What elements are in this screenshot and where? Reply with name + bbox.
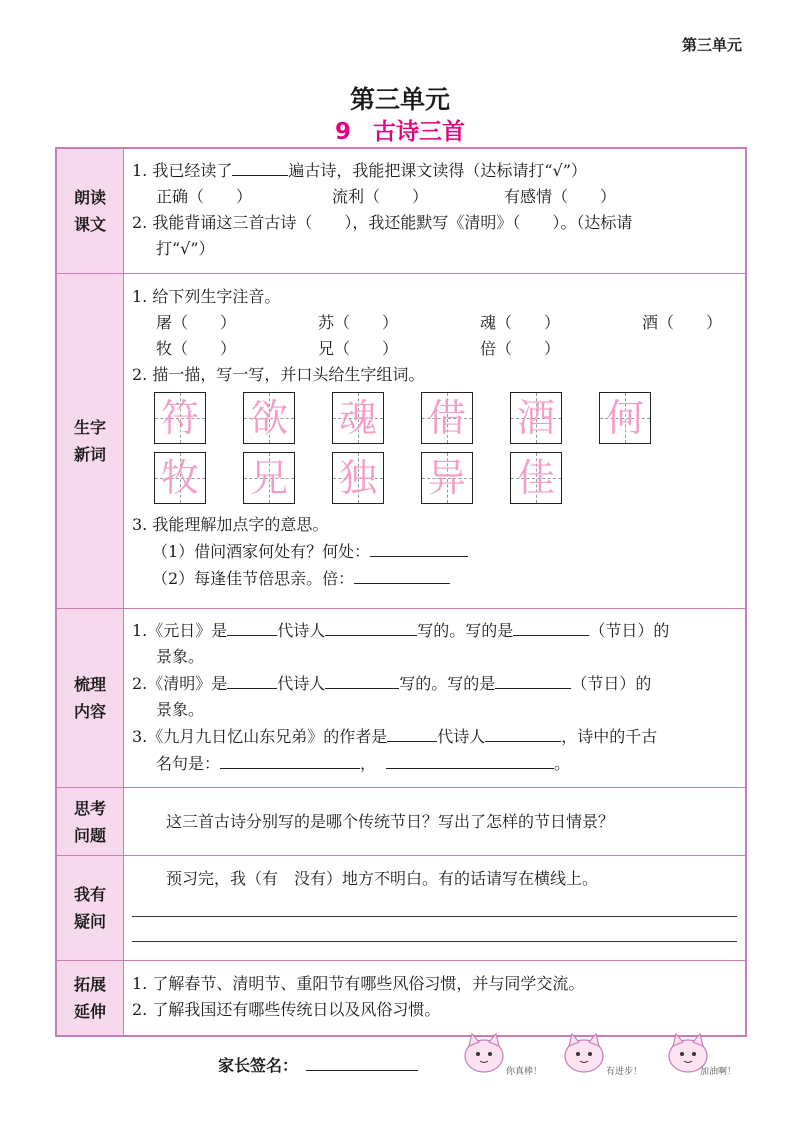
trace-box[interactable]: 酒 [510, 392, 562, 444]
pinyin-row-1: 屠（ ） 苏（ ） 魂（ ） 酒（ ） [156, 313, 723, 332]
writing-line[interactable] [132, 892, 737, 917]
section-extend [57, 961, 745, 1035]
section-label: 生字 新词 [57, 274, 124, 608]
trace-box[interactable]: 魂 [332, 392, 384, 444]
blank-line[interactable] [232, 157, 288, 176]
read-item-1: 1. 我已经读了 遍古诗，我能把课文读得（达标请打“√”） [132, 157, 737, 184]
read-item-2-cont: 打“√”） [156, 239, 215, 258]
section-read [57, 149, 745, 274]
pinyin-row-2: 牧（ ） 兄（ ） 倍（ ） [156, 339, 561, 358]
sort-item-1: 1.《元日》是 代诗人 写的。写的是 （节日）的 [132, 617, 737, 644]
trace-grid-row-2 [132, 452, 800, 504]
blank-line[interactable] [370, 538, 468, 557]
trace-box[interactable]: 独 [332, 452, 384, 504]
trace-box[interactable]: 何 [599, 392, 651, 444]
sort-item-3-cont: 名句是： ， 。 [132, 750, 737, 777]
extend-item-2: 2. 了解我国还有哪些传统日以及风俗习惯。 [132, 1000, 441, 1019]
section-label: 思考 问题 [57, 788, 124, 855]
section-label: 梳理 内容 [57, 609, 124, 787]
sort-item-2: 2.《清明》是 代诗人 写的。写的是 （节日）的 [132, 670, 737, 697]
extend-item-1: 1. 了解春节、清明节、重阳节有哪些风俗习惯，并与同学交流。 [132, 974, 585, 993]
chars-q3-2: （2）每逢佳节倍思亲。倍： [132, 565, 800, 592]
chars-q3: 3. 我能理解加点字的意思。 [132, 515, 329, 534]
trace-box[interactable]: 借 [421, 392, 473, 444]
mascot-caption: 加油啊！ [700, 1067, 737, 1077]
trace-box[interactable]: 牧 [154, 452, 206, 504]
unit-corner-label: 第三单元 [681, 36, 742, 54]
section-question [57, 856, 745, 961]
chars-q1: 1. 给下列生字注音。 [132, 287, 281, 306]
section-label: 我有 疑问 [57, 856, 124, 960]
trace-box[interactable]: 兄 [243, 452, 295, 504]
blank-line[interactable] [354, 565, 450, 584]
lesson-name: 古诗三首 [373, 119, 465, 145]
sort-item-3: 3.《九月九日忆山东兄弟》的作者是 代诗人 ，诗中的千古 [132, 723, 737, 750]
chars-q2: 2. 描一描，写一写，并口头给生字组词。 [132, 365, 425, 384]
question-text: 预习完，我（有 没有）地方不明白。有的话请写在横线上。 [166, 869, 599, 888]
worksheet-table [55, 147, 747, 1037]
mascot-caption: 有进步！ [606, 1067, 643, 1077]
mascot-caption: 你真棒！ [506, 1067, 543, 1077]
trace-grid-row-1 [132, 392, 800, 444]
parent-signature: 家长签名： [218, 1053, 418, 1076]
section-think [57, 788, 745, 856]
signature-line[interactable] [306, 1056, 418, 1071]
chars-q3-1: （1）借问酒家何处有？何处： [132, 538, 800, 565]
section-sort: 梳理 内容 1.《元日》是 代诗人 写的。写的是 （节日）的 景象。 2.《清明》是 代诗人 写的。写的是 （节日）的 景象。 3.《九月九日忆山东兄弟》的作者是 代诗人 ，诗中的千古 名句是： ， 。 [57, 609, 745, 788]
trace-box[interactable]: 符 [154, 392, 206, 444]
lesson-number: 9 [334, 119, 351, 145]
trace-box[interactable]: 欲 [243, 392, 295, 444]
think-text: 这三首古诗分别写的是哪个传统节日？写出了怎样的节日情景？ [166, 811, 615, 831]
read-item-2: 2. 我能背诵这三首古诗（ ），我还能默写《清明》（ ）。（达标请 [132, 213, 633, 232]
writing-line[interactable] [132, 917, 737, 942]
section-label: 拓展 延伸 [57, 961, 124, 1035]
lesson-title [0, 113, 800, 146]
trace-box[interactable]: 异 [421, 452, 473, 504]
read-options: 正确（ ） 流利（ ） 有感情（ ） [156, 187, 617, 206]
trace-box[interactable]: 佳 [510, 452, 562, 504]
section-chars [57, 274, 745, 609]
section-label: 朗读 课文 [57, 149, 124, 273]
unit-title: 第三单元 [349, 85, 450, 114]
